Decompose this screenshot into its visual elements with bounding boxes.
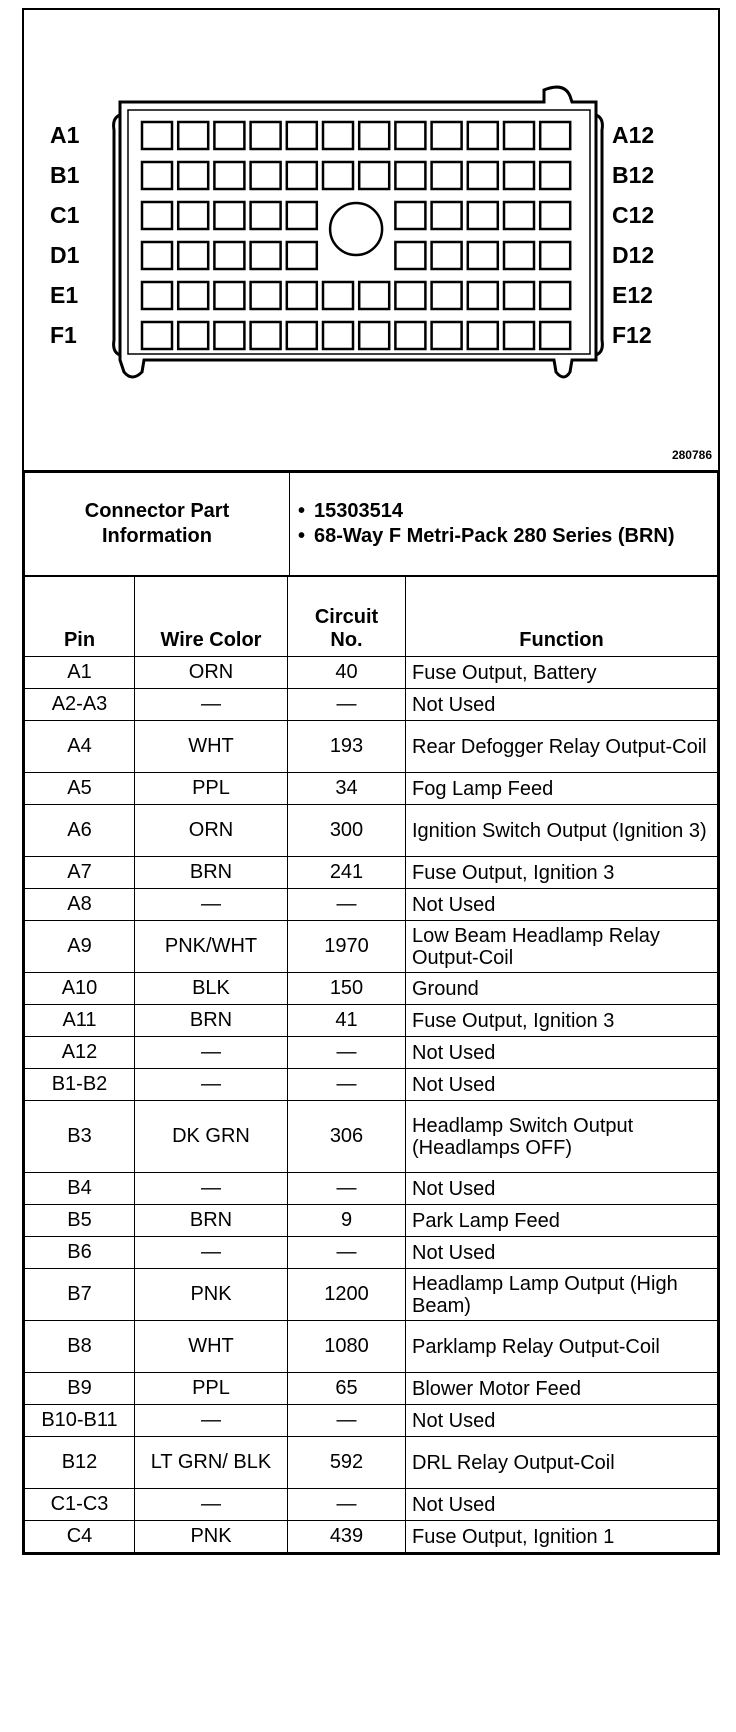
wire-color-cell: PPL [135, 773, 288, 805]
circuit-cell: — [288, 1173, 406, 1205]
function-cell: Blower Motor Feed [406, 1373, 718, 1405]
cavity [287, 322, 317, 349]
cavity [432, 282, 462, 309]
cavity [395, 282, 425, 309]
wire-color-cell: BRN [135, 857, 288, 889]
cavity [432, 122, 462, 149]
cavity [251, 202, 281, 229]
function-cell: Not Used [406, 1173, 718, 1205]
row-label-left: A1 [50, 122, 80, 148]
circuit-cell: 65 [288, 1373, 406, 1405]
table-row [25, 889, 718, 921]
cavity [142, 202, 172, 229]
function-cell: DRL Relay Output-Coil [406, 1437, 718, 1489]
wire-color-cell: BRN [135, 1205, 288, 1237]
table-row [25, 1521, 718, 1553]
wire-color-cell: DK GRN [135, 1101, 288, 1173]
pin-cell: A5 [25, 773, 135, 805]
wire-color-cell: — [135, 889, 288, 921]
pin-cell: B3 [25, 1101, 135, 1173]
table-row [25, 1437, 718, 1489]
cavity [468, 242, 498, 269]
cavity [540, 122, 570, 149]
cavity [323, 322, 353, 349]
pin-cell: B9 [25, 1373, 135, 1405]
polarization-post [330, 203, 382, 255]
header-wire-color: Wire Color [135, 577, 288, 657]
cavity [214, 282, 244, 309]
connector-part-info [24, 472, 718, 576]
circuit-cell: — [288, 1489, 406, 1521]
wire-color-cell: WHT [135, 1321, 288, 1373]
wire-color-cell: — [135, 1405, 288, 1437]
pin-cell: B6 [25, 1237, 135, 1269]
pin-cell: A2-A3 [25, 689, 135, 721]
cavity [504, 122, 534, 149]
cavity [468, 122, 498, 149]
circuit-cell: 1970 [288, 921, 406, 973]
part-info-title: Connector Part Information [25, 473, 290, 576]
cavity [287, 242, 317, 269]
circuit-cell: 40 [288, 657, 406, 689]
cavity [323, 122, 353, 149]
pin-cell: C1-C3 [25, 1489, 135, 1521]
row-label-right: F12 [612, 322, 652, 348]
cavity [395, 122, 425, 149]
pin-cell: A4 [25, 721, 135, 773]
cavity [214, 322, 244, 349]
cavity [540, 322, 570, 349]
table-row [25, 1269, 718, 1321]
table-row [25, 805, 718, 857]
cavity [359, 162, 389, 189]
cavity [251, 162, 281, 189]
cavity [287, 122, 317, 149]
table-row [25, 857, 718, 889]
table-row [25, 1069, 718, 1101]
function-cell: Parklamp Relay Output-Coil [406, 1321, 718, 1373]
pin-cell: B10-B11 [25, 1405, 135, 1437]
wire-color-cell: — [135, 1069, 288, 1101]
circuit-cell: 241 [288, 857, 406, 889]
function-cell: Not Used [406, 1489, 718, 1521]
cavity [214, 242, 244, 269]
pin-cell: A11 [25, 1005, 135, 1037]
pin-cell: A8 [25, 889, 135, 921]
cavity [178, 162, 208, 189]
function-cell: Fog Lamp Feed [406, 773, 718, 805]
table-row [25, 973, 718, 1005]
cavity [359, 122, 389, 149]
function-cell: Not Used [406, 1037, 718, 1069]
cavity [214, 122, 244, 149]
cavity [468, 322, 498, 349]
cavity [359, 322, 389, 349]
row-label-right: E12 [612, 282, 653, 308]
cavity [395, 322, 425, 349]
connector-sheet [22, 8, 720, 1555]
wire-color-cell: BRN [135, 1005, 288, 1037]
cavity [395, 202, 425, 229]
table-row [25, 1101, 718, 1173]
table-row [25, 1237, 718, 1269]
wire-color-cell: PNK [135, 1269, 288, 1321]
circuit-cell: — [288, 1405, 406, 1437]
cavity [540, 162, 570, 189]
wire-color-cell: — [135, 1173, 288, 1205]
cavity [142, 282, 172, 309]
wire-color-cell: — [135, 1037, 288, 1069]
function-cell: Low Beam Headlamp Relay Output-Coil [406, 921, 718, 973]
pin-cell: A10 [25, 973, 135, 1005]
circuit-cell: 193 [288, 721, 406, 773]
pin-cell: C4 [25, 1521, 135, 1553]
row-label-right: A12 [612, 122, 655, 148]
circuit-cell: — [288, 1237, 406, 1269]
row-label-right: D12 [612, 242, 655, 268]
table-row [25, 689, 718, 721]
pin-cell: B1-B2 [25, 1069, 135, 1101]
function-cell: Not Used [406, 1405, 718, 1437]
circuit-cell: 9 [288, 1205, 406, 1237]
function-cell: Not Used [406, 1069, 718, 1101]
wire-color-cell: ORN [135, 805, 288, 857]
wire-color-cell: LT GRN/ BLK [135, 1437, 288, 1489]
wire-color-cell: ORN [135, 657, 288, 689]
table-row [25, 657, 718, 689]
function-cell: Headlamp Lamp Output (High Beam) [406, 1269, 718, 1321]
wire-color-cell: PNK [135, 1521, 288, 1553]
wire-color-cell: — [135, 1489, 288, 1521]
cavity [287, 162, 317, 189]
cavity [504, 242, 534, 269]
cavity [504, 202, 534, 229]
table-row [25, 1205, 718, 1237]
cavity [251, 122, 281, 149]
header-pin: Pin [25, 577, 135, 657]
circuit-cell: — [288, 1037, 406, 1069]
cavity [142, 242, 172, 269]
wire-color-cell: — [135, 689, 288, 721]
cavity [287, 282, 317, 309]
row-label-right: B12 [612, 162, 655, 188]
circuit-cell: 300 [288, 805, 406, 857]
cavity [540, 242, 570, 269]
function-cell: Ground [406, 973, 718, 1005]
function-cell: Not Used [406, 889, 718, 921]
table-row [25, 1405, 718, 1437]
table-row [25, 721, 718, 773]
function-cell: Not Used [406, 689, 718, 721]
pin-cell: A1 [25, 657, 135, 689]
cavity [178, 282, 208, 309]
table-row [25, 1005, 718, 1037]
cavity [540, 282, 570, 309]
connector-diagram [24, 10, 718, 472]
cavity [359, 282, 389, 309]
function-cell: Fuse Output, Ignition 1 [406, 1521, 718, 1553]
circuit-cell: 41 [288, 1005, 406, 1037]
pin-cell: B7 [25, 1269, 135, 1321]
cavity [323, 162, 353, 189]
circuit-cell: 34 [288, 773, 406, 805]
pin-cell: B5 [25, 1205, 135, 1237]
cavity [432, 242, 462, 269]
cavity [468, 202, 498, 229]
cavity [251, 242, 281, 269]
wire-color-cell: WHT [135, 721, 288, 773]
cavity [214, 202, 244, 229]
cavity [504, 322, 534, 349]
header-function: Function [406, 577, 718, 657]
circuit-cell: — [288, 1069, 406, 1101]
function-cell: Park Lamp Feed [406, 1205, 718, 1237]
cavity [395, 242, 425, 269]
pin-cell: A7 [25, 857, 135, 889]
cavity [142, 322, 172, 349]
cavity [468, 162, 498, 189]
function-cell: Not Used [406, 1237, 718, 1269]
circuit-cell: — [288, 689, 406, 721]
part-info-item: • 68-Way F Metri-Pack 280 Series (BRN) [314, 524, 711, 549]
cavity [142, 162, 172, 189]
cavity [287, 202, 317, 229]
table-row [25, 1373, 718, 1405]
cavity [178, 242, 208, 269]
row-label-left: E1 [50, 282, 79, 308]
circuit-cell: 1080 [288, 1321, 406, 1373]
pin-table [24, 576, 718, 1553]
row-label-left: F1 [50, 322, 77, 348]
wire-color-cell: PPL [135, 1373, 288, 1405]
cavity [504, 162, 534, 189]
part-info-item: • 15303514 [314, 499, 711, 524]
cavity [540, 202, 570, 229]
circuit-cell: 150 [288, 973, 406, 1005]
function-cell: Fuse Output, Battery [406, 657, 718, 689]
pin-cell: A12 [25, 1037, 135, 1069]
function-cell: Ignition Switch Output (Ignition 3) [406, 805, 718, 857]
header-circuit-no: Circuit No. [288, 577, 406, 657]
cavity [323, 282, 353, 309]
pin-cell: B8 [25, 1321, 135, 1373]
cavity [395, 162, 425, 189]
row-label-left: C1 [50, 202, 80, 228]
pin-table-header [25, 577, 718, 657]
cavity [432, 202, 462, 229]
pin-cell: B4 [25, 1173, 135, 1205]
cavity [251, 282, 281, 309]
cavity [468, 282, 498, 309]
cavity [178, 322, 208, 349]
row-label-left: B1 [50, 162, 80, 188]
function-cell: Fuse Output, Ignition 3 [406, 1005, 718, 1037]
table-row [25, 921, 718, 973]
wire-color-cell: PNK/WHT [135, 921, 288, 973]
table-row [25, 773, 718, 805]
pin-cell: B12 [25, 1437, 135, 1489]
table-row [25, 1489, 718, 1521]
cavity [178, 202, 208, 229]
cavity [432, 162, 462, 189]
cavity [251, 322, 281, 349]
figure-id: 280786 [671, 448, 712, 462]
function-cell: Headlamp Switch Output (Headlamps OFF) [406, 1101, 718, 1173]
circuit-cell: 1200 [288, 1269, 406, 1321]
circuit-cell: 439 [288, 1521, 406, 1553]
pin-cell: A6 [25, 805, 135, 857]
table-row [25, 1037, 718, 1069]
wire-color-cell: — [135, 1237, 288, 1269]
table-row [25, 1321, 718, 1373]
pin-cell: A9 [25, 921, 135, 973]
part-info-values [290, 473, 718, 576]
cavity [178, 122, 208, 149]
cavity [142, 122, 172, 149]
circuit-cell: 306 [288, 1101, 406, 1173]
function-cell: Fuse Output, Ignition 3 [406, 857, 718, 889]
circuit-cell: — [288, 889, 406, 921]
wire-color-cell: BLK [135, 973, 288, 1005]
cavity [214, 162, 244, 189]
table-row [25, 1173, 718, 1205]
function-cell: Rear Defogger Relay Output-Coil [406, 721, 718, 773]
row-label-right: C12 [612, 202, 655, 228]
cavity [504, 282, 534, 309]
row-label-left: D1 [50, 242, 80, 268]
connector-face-drawing [24, 10, 718, 470]
cavity [432, 322, 462, 349]
circuit-cell: 592 [288, 1437, 406, 1489]
